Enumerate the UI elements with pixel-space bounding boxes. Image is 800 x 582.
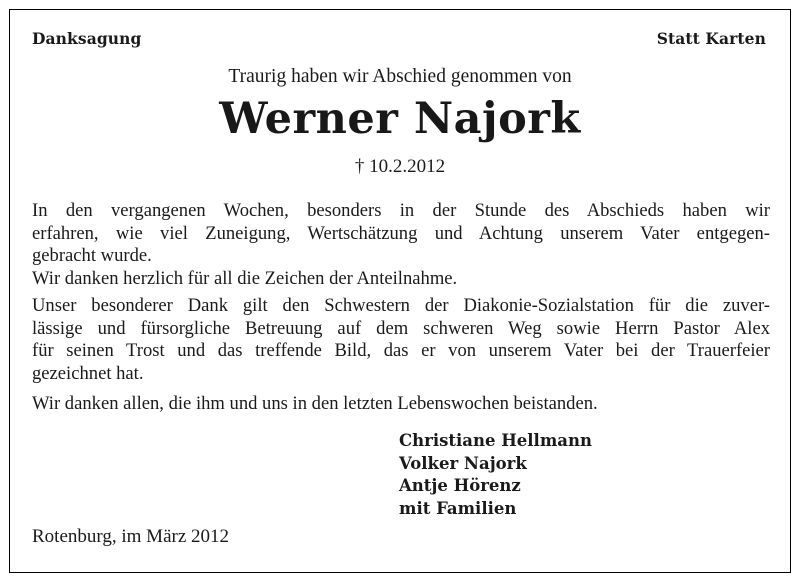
signer-name: Volker Najork [399, 453, 527, 473]
paragraph-2 [32, 295, 770, 385]
paragraph-line: für seinen Trost und das treffende Bild, das er von unserem Vater bei der Trauerfeier [32, 340, 770, 361]
death-date: † 10.2.2012 [354, 156, 446, 177]
paragraph-line: lässige und fürsorgliche Betreuung auf dem schweren Weg sowie Herrn Pastor Alex [32, 317, 770, 339]
paragraph-1 [32, 200, 770, 290]
intro-text: Traurig haben wir Abschied genommen von [228, 66, 572, 87]
obituary-card [9, 9, 791, 573]
signer-name: mit Familien [399, 498, 517, 518]
paragraph-line: Wir danken allen, die ihm und uns in den letzten Lebenswochen beistanden. [32, 393, 598, 414]
paragraph-line: Wir danken herzlich für all die Zeichen der Anteilnahme. [32, 267, 458, 289]
paragraph-line: erfahren, wie viel Zuneigung, Wertschätzung und Achtung unserem Vater entgegen- [32, 222, 770, 244]
paragraph-line: gebracht wurde. [32, 245, 152, 266]
place-date: Rotenburg, im März 2012 [32, 526, 230, 547]
signers-list [399, 430, 592, 520]
heading-danksagung: Danksagung [32, 29, 142, 48]
paragraph-3 [32, 393, 770, 416]
signer-name: Christiane Hellmann [399, 431, 592, 450]
paragraph-line: In den vergangenen Wochen, besonders in der Stunde des Abschieds haben wir [32, 200, 770, 221]
paragraph-line: Unser besonderer Dank gilt den Schwestern der Diakonie-Sozialstation für die zuver- [32, 295, 770, 316]
deceased-name: Werner Najork [219, 94, 581, 144]
paragraph-line: gezeichnet hat. [32, 362, 144, 384]
signer-name: Antje Hörenz [399, 476, 521, 495]
heading-statt-karten: Statt Karten [656, 29, 766, 48]
